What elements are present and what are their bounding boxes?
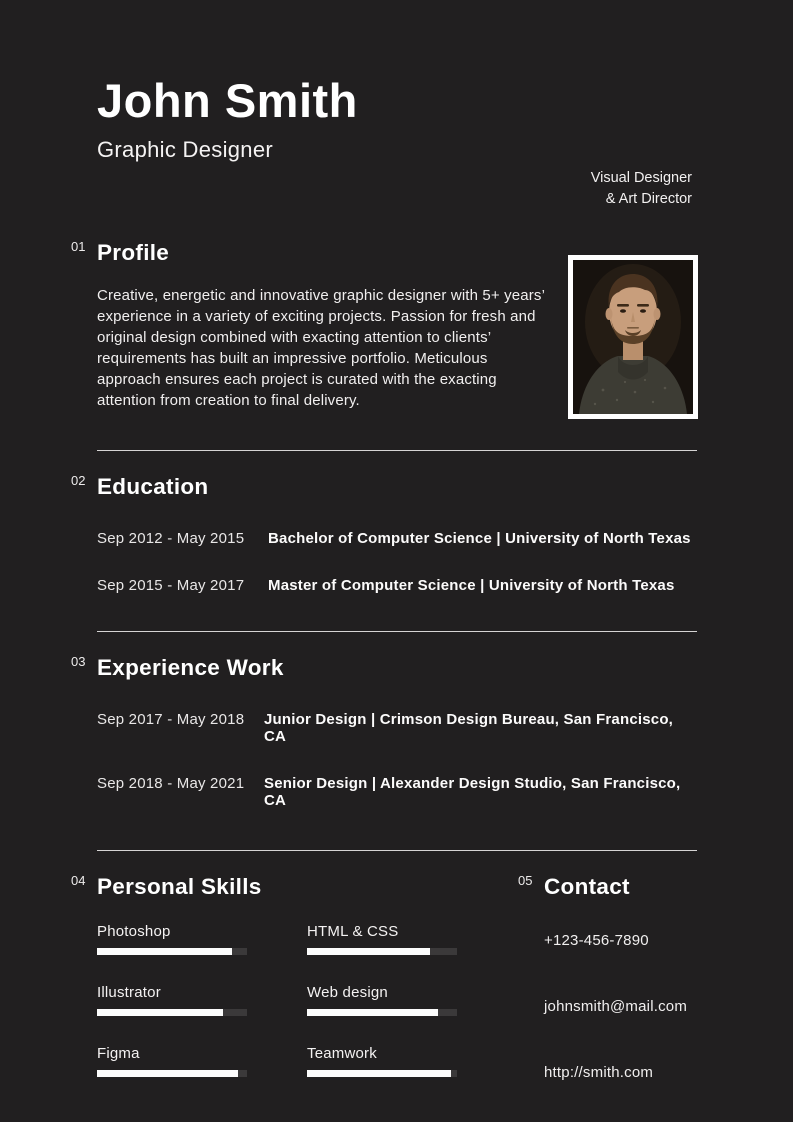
skill-bar <box>307 1070 457 1077</box>
education-row <box>97 530 697 547</box>
section-contact <box>518 873 697 1082</box>
contact-heading <box>518 873 697 900</box>
person-role: Graphic Designer <box>97 137 273 163</box>
skill-label: Teamwork <box>307 1045 377 1063</box>
education-degree: Master of Computer Science | University of North Texas <box>268 577 675 595</box>
skill-item <box>307 984 457 1016</box>
portrait-illustration <box>573 260 693 414</box>
section-title: Education <box>97 474 209 500</box>
tagline-line-2: & Art Director <box>605 191 692 207</box>
skills-heading <box>71 873 544 900</box>
experience-dates: Sep 2017 - May 2018 <box>97 711 245 729</box>
section-experience <box>71 654 697 810</box>
skill-bar-fill <box>307 1009 438 1016</box>
section-title: Contact <box>544 874 630 900</box>
tagline-line-1: Visual Designer <box>590 170 692 186</box>
skill-label: Illustrator <box>97 984 161 1002</box>
skill-label: Photoshop <box>97 923 171 941</box>
experience-row <box>97 775 697 809</box>
section-education <box>71 473 697 595</box>
divider <box>97 450 697 451</box>
contact-website: http://smith.com <box>544 1064 654 1082</box>
experience-position: Junior Design | Crimson Design Bureau, San Francisco, CA <box>264 711 674 746</box>
divider <box>97 850 697 851</box>
skill-item <box>97 923 247 955</box>
skill-bar-fill <box>97 1009 223 1016</box>
skill-label: HTML & CSS <box>307 923 399 941</box>
skill-bar <box>307 1009 457 1016</box>
skill-bar-fill <box>97 948 232 955</box>
education-heading <box>71 473 697 500</box>
contact-list <box>544 932 697 1081</box>
experience-row <box>97 711 697 745</box>
section-personal-skills <box>71 873 544 1081</box>
contact-email: johnsmith@mail.com <box>544 998 688 1016</box>
divider <box>97 631 697 632</box>
section-number: 05 <box>518 873 533 889</box>
profile-summary: Creative, energetic and innovative graphic designer with 5+ years’ experience in a variety of exciting projects. Passion for fresh and original design combined with exacting attention to clients’ requirements has built an impressive portfolio. Meticulous approach ensures each project is curated with the exacting attention from creation to final delivery. <box>97 287 545 410</box>
skill-bar-fill <box>307 948 430 955</box>
education-degree: Bachelor of Computer Science | University of North Texas <box>268 530 691 548</box>
skill-label: Figma <box>97 1045 140 1063</box>
section-title: Personal Skills <box>97 874 262 900</box>
experience-position: Senior Design | Alexander Design Studio, San Francisco, CA <box>264 775 681 810</box>
tagline <box>591 168 692 210</box>
skill-item <box>97 984 247 1016</box>
education-dates: Sep 2015 - May 2017 <box>97 577 245 595</box>
skill-bar-fill <box>307 1070 451 1077</box>
skills-grid <box>97 923 544 1077</box>
section-number: 04 <box>71 873 86 889</box>
section-number: 02 <box>71 473 86 489</box>
section-number: 01 <box>71 239 86 255</box>
skill-bar <box>307 948 457 955</box>
experience-dates: Sep 2018 - May 2021 <box>97 775 245 793</box>
section-title: Profile <box>97 240 170 266</box>
skill-item <box>307 1045 457 1077</box>
education-dates: Sep 2012 - May 2015 <box>97 530 245 548</box>
person-name: John Smith <box>97 74 358 127</box>
skill-bar <box>97 1070 247 1077</box>
section-number: 03 <box>71 654 86 670</box>
education-row <box>97 577 697 594</box>
skill-bar <box>97 1009 247 1016</box>
experience-heading <box>71 654 697 681</box>
contact-phone: +123-456-7890 <box>544 932 649 950</box>
section-title: Experience Work <box>97 655 284 681</box>
skill-bar-fill <box>97 1070 238 1077</box>
bottom-area <box>71 873 697 1082</box>
skill-bar <box>97 948 247 955</box>
skill-label: Web design <box>307 984 388 1002</box>
profile-photo <box>568 255 698 419</box>
skill-item <box>97 1045 247 1077</box>
skill-item <box>307 923 457 955</box>
